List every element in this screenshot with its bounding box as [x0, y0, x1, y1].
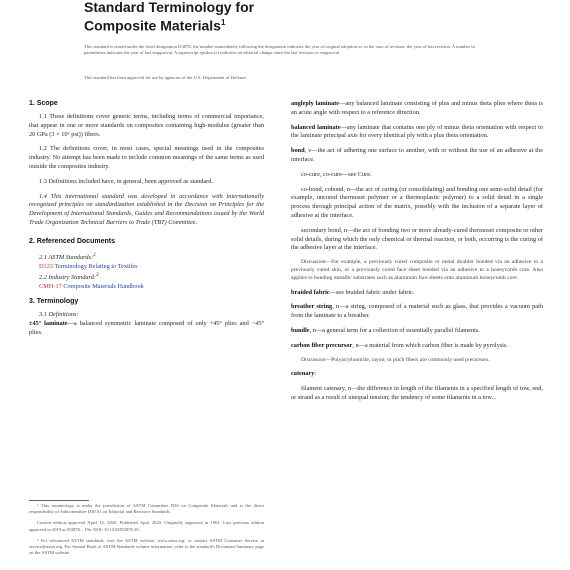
term-bundle: bundle, n—a general term for a collection of essentially parallel filaments.: [291, 326, 480, 334]
footnote-1b: Current edition approved April 15, 2020. Published April 2020. Originally approved in 1961. Last previous edition approved in 2019 as D3878 – 19a. DOI: 10.1520/D3878-20.: [29, 520, 264, 532]
term-secondary-bond: secondary bond, n—the act of bonding two or more already-cured thermoset composite or other solid details, during which the only chemical or thermal reaction, or both, occurring is the curing of the adhesive layer at the interface.: [291, 226, 543, 252]
scope-1-3: 1.3 Definitions included have, in general, been approved as standard.: [39, 177, 213, 185]
title-line-1: Standard Terminology for: [84, 0, 255, 15]
dod-approval-notice: This standard has been approved for use by agencies of the U.S. Department of Defense.: [84, 75, 247, 80]
term-braided-fabric: braided fabric—see braided fabric under fabric.: [291, 288, 415, 296]
term-filament-catenary: filament catenary, n—the difference in length of the filaments in a specified length of tow, end, or strand as a result of unequal tension; the tendency of some filaments in a tow...: [291, 385, 543, 401]
left-column: [29, 100, 264, 344]
footnotes: [29, 503, 264, 561]
term-bond: bond, v—the act of adhering one surface to another, with or without the use of an adhesive at the interface.: [291, 147, 543, 163]
title-line-2: Composite Materials$^1$: [84, 17, 226, 34]
footnote-1: ¹ This terminology is under the jurisdiction of ASTM Committee D30 on Composite Materials and is the direct responsibility of Subcommittee D30.01 on Editorial and Resource Standards.: [29, 503, 264, 515]
scope-1-1: 1.1 These definitions cover generic terms, including terms of commercial importance, that appear in one or more standards on composites containing high-modulus (greater than 20 GPa (3 × 10⁶ psi)) fibers.: [29, 113, 264, 138]
carbon-discussion: Discussion—Polyacrylonitrile, rayon, or pitch fibers are commonly used precursors.: [301, 356, 490, 363]
scope-1-4: 1.4 This international standard was developed in accordance with internationally recognized principles on standardization established in the Decision on Principles for the Development of International Standards, Guides and Recommendations issued by the World Trade Organization Technical Barriers to Trade (TBT) Committee.: [29, 192, 264, 226]
referenced-documents-heading: 2. Referenced Documents: [29, 237, 115, 245]
terminology-heading: 3. Terminology: [29, 298, 79, 306]
term-catenary: catenary:: [291, 370, 317, 378]
scope-1-2: 1.2 The definitions cover, in most cases, special meanings used in the composites industry. No attempt has been made to include common meanings of the same terms as used outside the composites industry.: [29, 145, 264, 170]
definitions-label: 3.1 Definitions:: [39, 311, 79, 319]
term-angleply-laminate: angleply laminate—any balanced laminate consisting of plus and minus theta plies where theta is an acute angle with respect to a reference direction.: [291, 100, 543, 116]
document-title: [84, 0, 504, 34]
term-co-bond: co-bond, cobond, n—the act of curing (or consolidating) and bonding one semi-solid detail (for example, uncured thermoset polymer or a thermoplastic polymer) to a solid detail in a single process through principal action of the matrix, possibly with the inclusion of a separate layer of adhesive at the interface.: [291, 185, 543, 219]
reference-cmh17[interactable]: CMH-17 Composite Materials Handbook: [39, 283, 144, 291]
bond-discussion: Discussion—For example, a previously cured composite or metal doubler bonded via an adhesive to a previously cured skin, or a previously cured face sheet bonded via an adhesive to a honeycomb core. Also applies to bonding metallic substrates such as aluminum face sheets onto aluminum honeycomb core.: [291, 259, 543, 281]
industry-standard-label: 2.2 Industry Standard:$^3$: [39, 272, 99, 282]
astm-standards-label: 2.1 ASTM Standards:$^2$: [39, 251, 96, 261]
scope-heading: 1. Scope: [29, 100, 58, 107]
term-breather-string: breather string, n—a string, composed of a material such as glass, that provides a vacuum path from the laminate to a breather.: [291, 303, 543, 320]
term-carbon-fiber-precursor: carbon fiber precursor, n—a material from which carbon fiber is made by pyrolysis.: [291, 341, 508, 349]
term-45-laminate: ±45° laminate—a balanced symmetric laminate composed of only +45° plies and −45° plies.: [29, 319, 264, 336]
designation-notice: This standard is issued under the fixed designation D3878; the number immediately following the designation indicates the year of original adoption or, in the case of revision, the year of last revision. A number in parentheses indicates the year of last reapproval. A superscript epsilon (ε) indicates an editorial change since the last revision or reapproval.: [84, 44, 475, 56]
term-co-cure: co-cure, co-cure—see Cure.: [301, 170, 372, 178]
term-balanced-laminate: balanced laminate—any laminate that contains one ply of minus theta orientation with respect to the laminate principal axis for every identical ply with a plus theta orientation.: [291, 123, 543, 140]
reference-d123[interactable]: D123 Terminology Relating to Textiles: [39, 262, 138, 270]
footnote-2: ² For referenced ASTM standards, visit the ASTM website, www.astm.org, or contact ASTM Customer Service at service@astm.org. For Annual Book of ASTM Standards volume information, refer to the standard's Document Summary page on the ASTM website.: [29, 537, 264, 556]
footnote-rule: [29, 500, 89, 501]
right-column: [291, 100, 543, 409]
